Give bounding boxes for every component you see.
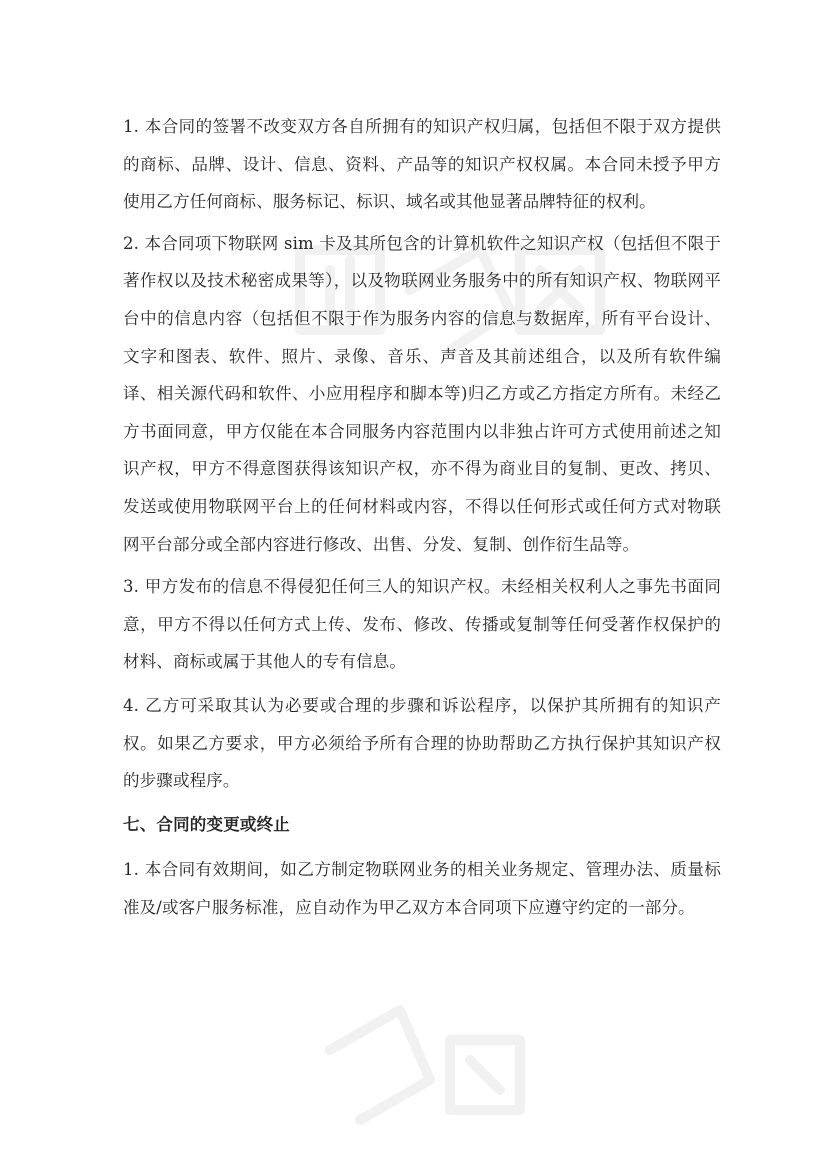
- clause-paragraph: 1. 本合同的签署不改变双方各自所拥有的知识产权归属，包括但不限于双方提供的商标、品牌、设计、信息、资料、产品等的知识产权权属。本合同未授予甲方使用乙方任何商标、服务标记、标识、域名或其他显著品牌特征的权利。: [123, 117, 721, 212]
- document-body: [123, 108, 721, 936]
- clause-paragraph: 3. 甲方发布的信息不得侵犯任何三人的知识产权。未经相关权利人之事先书面同意，甲方不得以任何方式上传、发布、修改、传播或复制等任何受著作权保护的材料、商标或属于其他人的专有信息。: [123, 577, 721, 672]
- clause-paragraph: 2. 本合同项下物联网 sim 卡及其所包含的计算机软件之知识产权（包括但不限于著作权以及技术秘密成果等），以及物联网业务服务中的所有知识产权、物联网平台中的信息内容（包括但不限于作为服务内容的信息与数据库，所有平台设计、文字和图表、软件、照片、录像、音乐、声音及其前述组合，以及所有软件编译、相关源代码和软件、小应用程序和脚本等)归乙方或乙方指定方所有。未经乙方书面同意，甲方仅能在本合同服务内容范围内以非独占许可方式使用前述之知识产权，甲方不得意图获得该知识产权，亦不得为商业目的复制、更改、拷贝、发送或使用物联网平台上的任何材料或内容，不得以任何形式或任何方式对物联网平台部分或全部内容进行修改、出售、分发、复制、创作衍生品等。: [123, 233, 721, 554]
- section-heading: 七、合同的变更或终止: [123, 814, 290, 834]
- clause-paragraph: 1. 本合同有效期间，如乙方制定物联网业务的相关业务规定、管理办法、质量标准及/或客户服务标准，应自动作为甲乙双方本合同项下应遵守约定的一部分。: [123, 860, 721, 917]
- clause-paragraph: 4. 乙方可采取其认为必要或合理的步骤和诉讼程序，以保护其所拥有的知识产权。如果乙方要求，甲方必须给予所有合理的协助帮助乙方执行保护其知识产权的步骤或程序。: [123, 695, 721, 791]
